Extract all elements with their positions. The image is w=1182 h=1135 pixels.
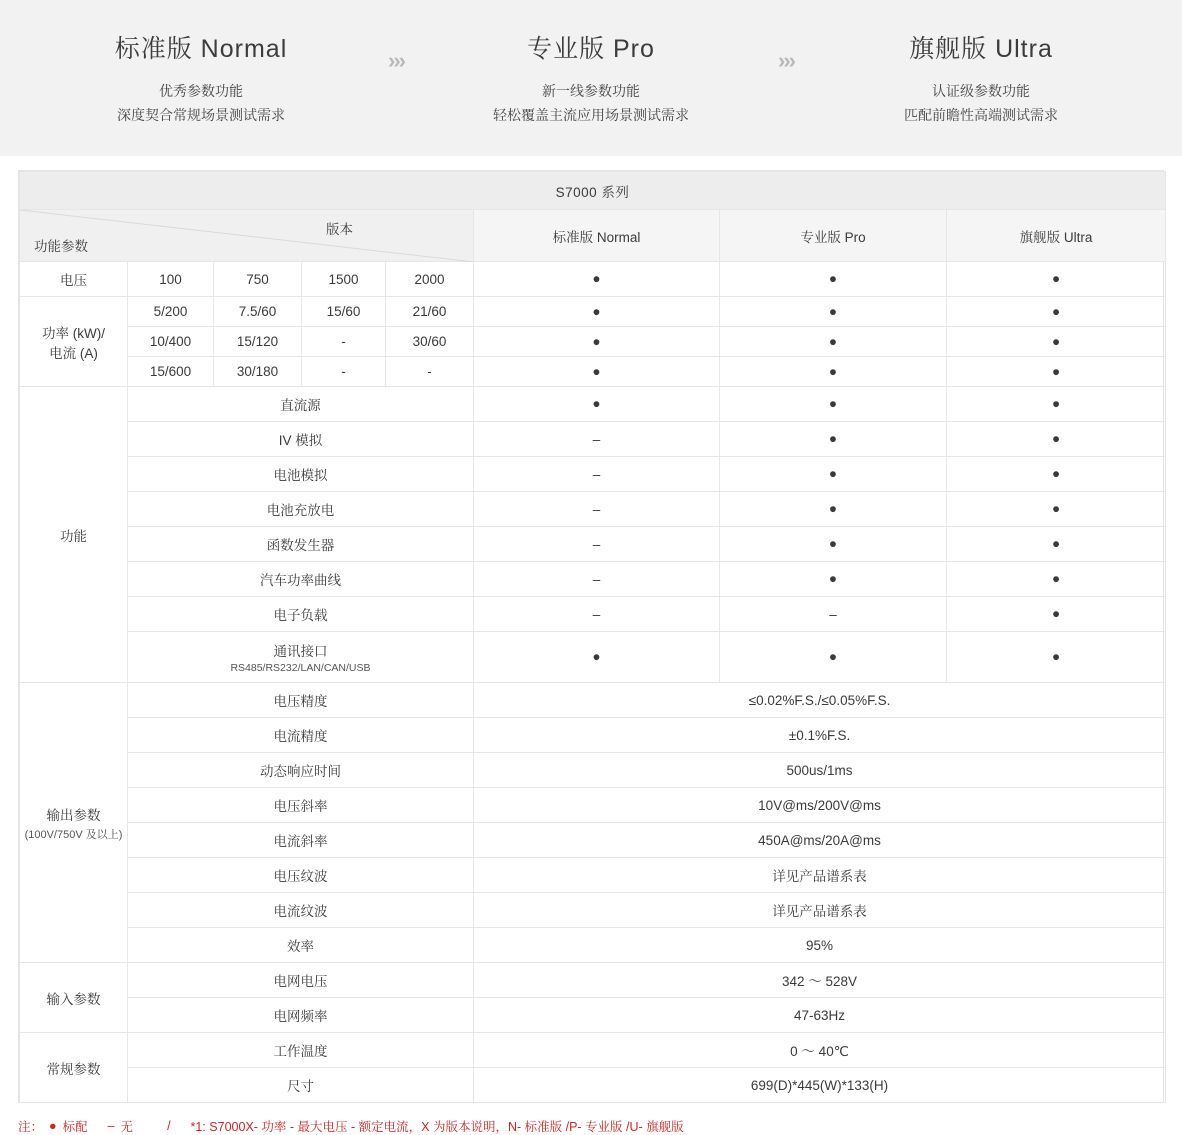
param-name-operating-temp: 工作温度 [128,1033,474,1068]
param-value-voltage-accuracy: ≤0.02%F.S./≤0.05%F.S. [474,683,1166,718]
group-label-general: 常规参数 [20,1033,128,1103]
param-name-current-slew: 电流斜率 [128,823,474,858]
cell-power-r3c4: - [386,357,474,387]
footnote-prefix: 注： [18,1120,44,1134]
group-label-output [20,683,128,963]
mark-battery-charge-normal: – [474,492,720,527]
header-label-version: 版本 [326,222,353,237]
param-value-operating-temp: 0 ～ 40℃ [474,1033,1166,1068]
feature-comm-title: 通讯接口 [273,644,328,659]
table-header-row [20,210,1166,262]
table-row [20,357,1166,387]
feature-name-battery-charge: 电池充放电 [128,492,474,527]
param-value-current-slew: 450A@ms/20A@ms [474,823,1166,858]
mark-power-r2-ultra: ● [947,327,1166,357]
mark-battery-sim-ultra: ● [947,457,1166,492]
tier-pro-line2: 轻松覆盖主流应用场景测试需求 [493,107,689,123]
cell-power-r3c3: - [302,357,386,387]
cell-power-r1c2: 7.5/60 [214,297,302,327]
table-row [20,527,1166,562]
header-split-cell [20,210,474,262]
footnote-separator: / [167,1119,171,1133]
table-row [20,562,1166,597]
mark-power-r3-normal: ● [474,357,720,387]
param-value-dynamic-response: 500us/1ms [474,753,1166,788]
param-value-current-ripple: 详见产品谱系表 [474,893,1166,928]
table-row [20,1068,1166,1103]
feature-name-comm-interface [128,632,474,683]
param-value-voltage-slew: 10V@ms/200V@ms [474,788,1166,823]
mark-power-r1-ultra: ● [947,297,1166,327]
table-row [20,632,1166,683]
footnote [18,1117,1164,1135]
mark-iv-sim-pro: ● [720,422,947,457]
feature-name-dc-source: 直流源 [128,387,474,422]
table-row [20,1033,1166,1068]
tier-pro [441,29,741,127]
feature-name-iv-sim: IV 模拟 [128,422,474,457]
arrow-icon-2: ››› [778,48,794,73]
param-value-efficiency: 95% [474,928,1166,963]
cell-voltage-3: 1500 [302,262,386,297]
param-value-dimensions: 699(D)*445(W)*133(H) [474,1068,1166,1103]
tier-ultra-line2: 匹配前瞻性高端测试需求 [904,107,1058,123]
mark-auto-power-curve-normal: – [474,562,720,597]
table-row [20,457,1166,492]
table-row [20,387,1166,422]
tier-ultra-line1: 认证级参数功能 [932,83,1030,99]
param-name-efficiency: 效率 [128,928,474,963]
feature-name-eload: 电子负载 [128,597,474,632]
mark-dc-source-normal: ● [474,387,720,422]
group-label-power-line1: 功率 (kW)/ [42,325,105,341]
mark-battery-charge-pro: ● [720,492,947,527]
table-row [20,422,1166,457]
param-value-current-accuracy: ±0.1%F.S. [474,718,1166,753]
mark-auto-power-curve-ultra: ● [947,562,1166,597]
tier-normal-title: 标准版 Normal [114,35,288,63]
cell-power-r1c4: 21/60 [386,297,474,327]
param-name-dimensions: 尺寸 [128,1068,474,1103]
tier-normal-line2: 深度契合常规场景测试需求 [117,107,285,123]
mark-power-r1-pro: ● [720,297,947,327]
cell-power-r1c3: 15/60 [302,297,386,327]
table-row [20,928,1166,963]
param-value-voltage-ripple: 详见产品谱系表 [474,858,1166,893]
mark-comm-ultra: ● [947,632,1166,683]
cell-power-r2c3: - [302,327,386,357]
spec-table [19,171,1166,1103]
mark-eload-ultra: ● [947,597,1166,632]
param-name-dynamic-response: 动态响应时间 [128,753,474,788]
mark-voltage-pro: ● [720,262,947,297]
mark-auto-power-curve-pro: ● [720,562,947,597]
cell-voltage-4: 2000 [386,262,474,297]
mark-battery-sim-normal: – [474,457,720,492]
mark-function-gen-pro: ● [720,527,947,562]
table-row [20,683,1166,718]
mark-dc-source-ultra: ● [947,387,1166,422]
param-value-grid-voltage: 342 ～ 528V [474,963,1166,998]
series-title-row [20,172,1166,210]
tier-ultra-title: 旗舰版 Ultra [909,35,1053,63]
footnote-dash-label: 无 [120,1120,134,1134]
table-row [20,492,1166,527]
table-row [20,753,1166,788]
param-name-voltage-slew: 电压斜率 [128,788,474,823]
mark-battery-charge-ultra: ● [947,492,1166,527]
table-row [20,297,1166,327]
tier-ultra [831,29,1131,127]
param-name-voltage-accuracy: 电压精度 [128,683,474,718]
tier-normal [51,29,351,127]
table-row [20,893,1166,928]
param-value-grid-frequency: 47-63Hz [474,998,1166,1033]
cell-power-r3c1: 15/600 [128,357,214,387]
mark-function-gen-ultra: ● [947,527,1166,562]
table-row [20,998,1166,1033]
tier-pro-line1: 新一线参数功能 [542,83,640,99]
table-row [20,597,1166,632]
table-row [20,823,1166,858]
group-label-output-note: (100V/750V 及以上) [24,828,123,841]
param-name-grid-frequency: 电网频率 [128,998,474,1033]
table-row [20,858,1166,893]
group-label-power [20,297,128,387]
footnote-dash-icon: – [107,1119,115,1133]
cell-power-r2c4: 30/60 [386,327,474,357]
cell-power-r2c1: 10/400 [128,327,214,357]
mark-voltage-ultra: ● [947,262,1166,297]
mark-power-r3-ultra: ● [947,357,1166,387]
cell-power-r1c1: 5/200 [128,297,214,327]
mark-power-r1-normal: ● [474,297,720,327]
feature-name-battery-sim: 电池模拟 [128,457,474,492]
mark-comm-normal: ● [474,632,720,683]
mark-dc-source-pro: ● [720,387,947,422]
footnote-dot-icon: ● [49,1119,57,1133]
table-row [20,327,1166,357]
footnote-text: *1: S7000X- 功率 - 最大电压 - 额定电流，X 为版本说明，N- 标准版 /P- 专业版 /U- 旗舰版 [190,1120,684,1134]
param-name-grid-voltage: 电网电压 [128,963,474,998]
mark-power-r3-pro: ● [720,357,947,387]
mark-eload-normal: – [474,597,720,632]
series-title: S7000 系列 [20,172,1166,210]
col-version-pro: 专业版 Pro [720,210,947,262]
group-label-function: 功能 [20,387,128,683]
tier-normal-line1: 优秀参数功能 [159,83,243,99]
feature-comm-note: RS485/RS232/LAN/CAN/USB [230,662,371,674]
tier-pro-title: 专业版 Pro [527,35,655,63]
cell-voltage-2: 750 [214,262,302,297]
tier-banner [0,0,1182,156]
group-label-input: 输入参数 [20,963,128,1033]
col-version-ultra: 旗舰版 Ultra [947,210,1166,262]
feature-name-auto-power-curve: 汽车功率曲线 [128,562,474,597]
table-row [20,262,1166,297]
feature-name-function-gen: 函数发生器 [128,527,474,562]
table-row [20,788,1166,823]
table-row [20,718,1166,753]
mark-power-r2-pro: ● [720,327,947,357]
footnote-dot-label: 标配 [62,1120,88,1134]
mark-power-r2-normal: ● [474,327,720,357]
cell-voltage-1: 100 [128,262,214,297]
mark-comm-pro: ● [720,632,947,683]
header-label-params: 功能参数 [34,239,88,254]
mark-eload-pro: – [720,597,947,632]
param-name-current-accuracy: 电流精度 [128,718,474,753]
mark-function-gen-normal: – [474,527,720,562]
mark-iv-sim-ultra: ● [947,422,1166,457]
mark-battery-sim-pro: ● [720,457,947,492]
group-label-voltage: 电压 [20,262,128,297]
mark-voltage-normal: ● [474,262,720,297]
cell-power-r2c2: 15/120 [214,327,302,357]
group-label-output-title: 输出参数 [46,807,101,823]
col-version-normal: 标准版 Normal [474,210,720,262]
spec-table-wrapper [18,170,1164,1103]
mark-iv-sim-normal: – [474,422,720,457]
group-label-power-line2: 电流 (A) [49,345,98,361]
param-name-current-ripple: 电流纹波 [128,893,474,928]
cell-power-r3c2: 30/180 [214,357,302,387]
table-row [20,963,1166,998]
arrow-icon-1: ››› [388,48,404,73]
param-name-voltage-ripple: 电压纹波 [128,858,474,893]
